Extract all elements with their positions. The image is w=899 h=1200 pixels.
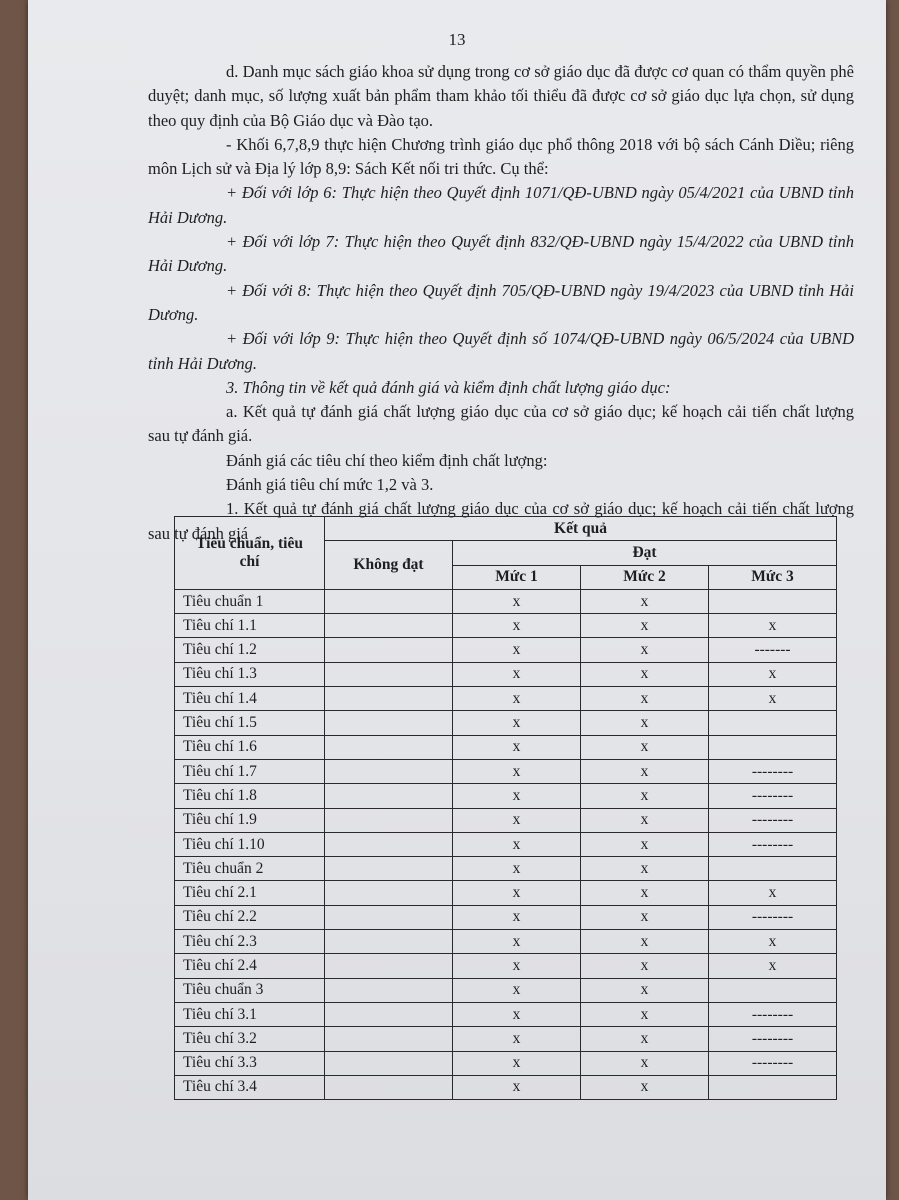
table-row xyxy=(175,735,837,759)
level-2-cell: x xyxy=(581,930,709,954)
level-2-cell: x xyxy=(581,978,709,1002)
level-3-cell xyxy=(709,711,837,735)
header-not-met: Không đạt xyxy=(325,541,453,590)
level-1-cell: x xyxy=(453,759,581,783)
paragraph: - Khối 6,7,8,9 thực hiện Chương trình giáo dục phổ thông 2018 với bộ sách Cánh Diều; riêng môn Lịch sử và Địa lý lớp 8,9: Sách Kết nối tri thức. Cụ thể: xyxy=(148,134,854,179)
paragraph: Đánh giá tiêu chí mức 1,2 và 3. xyxy=(226,475,434,495)
level-2-cell: x xyxy=(581,759,709,783)
paragraph: a. Kết quả tự đánh giá chất lượng giáo dục của cơ sở giáo dục; kế hoạch cải tiến chất lượng sau tự đánh giá. xyxy=(148,402,854,446)
header-level-3: Mức 3 xyxy=(709,565,837,589)
criterion-name-cell: Tiêu chí 1.10 xyxy=(175,832,325,856)
body-text xyxy=(148,60,854,546)
paragraph: + Đối với 8: Thực hiện theo Quyết định 705/QĐ-UBND ngày 19/4/2023 của UBND tỉnh Hải Dương. xyxy=(148,280,854,324)
not-met-cell xyxy=(325,857,453,881)
level-1-cell: x xyxy=(453,857,581,881)
criterion-name-cell: Tiêu chí 2.2 xyxy=(175,905,325,929)
table-row xyxy=(175,1027,837,1051)
not-met-cell xyxy=(325,1027,453,1051)
table-row-standard xyxy=(175,978,837,1002)
not-met-cell xyxy=(325,978,453,1002)
document-page xyxy=(28,0,886,1200)
paragraph: + Đối với lớp 7: Thực hiện theo Quyết định 832/QĐ-UBND ngày 15/4/2022 của UBND tỉnh Hải Dương. xyxy=(148,232,854,276)
criterion-name-cell: Tiêu chí 2.3 xyxy=(175,930,325,954)
header-result: Kết quả xyxy=(325,517,837,541)
level-2-cell: x xyxy=(581,808,709,832)
level-2-cell: x xyxy=(581,954,709,978)
level-1-cell: x xyxy=(453,711,581,735)
level-3-cell: x xyxy=(709,687,837,711)
table-row xyxy=(175,687,837,711)
level-2-cell: x xyxy=(581,589,709,613)
criterion-name-cell: Tiêu chí 1.5 xyxy=(175,711,325,735)
level-1-cell: x xyxy=(453,954,581,978)
table-row xyxy=(175,1075,837,1099)
not-met-cell xyxy=(325,832,453,856)
table-row xyxy=(175,881,837,905)
level-3-cell xyxy=(709,978,837,1002)
paragraph: + Đối với lớp 6: Thực hiện theo Quyết định 1071/QĐ-UBND ngày 05/4/2021 của UBND tỉnh Hải Dương. xyxy=(148,183,854,227)
criterion-name-cell: Tiêu chuẩn 3 xyxy=(175,978,325,1002)
not-met-cell xyxy=(325,808,453,832)
paragraph: d. Danh mục sách giáo khoa sử dụng trong cơ sở giáo dục đã được cơ quan có thẩm quyền phê duyệt; danh mục, số lượng xuất bản phẩm tham khảo tối thiểu đã được cơ sở giáo dục lựa chọn, sử dụng theo quy định của Bộ Giáo dục và Đào tạo. xyxy=(148,62,854,130)
criterion-name-cell: Tiêu chí 1.7 xyxy=(175,759,325,783)
page-number: 13 xyxy=(448,30,466,49)
level-3-cell: -------- xyxy=(709,784,837,808)
level-3-cell: x xyxy=(709,881,837,905)
criterion-name-cell: Tiêu chí 3.1 xyxy=(175,1002,325,1026)
level-2-cell: x xyxy=(581,832,709,856)
table-header-row xyxy=(175,517,837,541)
section-heading: 3. Thông tin về kết quả đánh giá và kiểm định chất lượng giáo dục: xyxy=(226,377,671,397)
criterion-name-cell: Tiêu chí 1.4 xyxy=(175,687,325,711)
level-1-cell: x xyxy=(453,638,581,662)
not-met-cell xyxy=(325,1075,453,1099)
level-2-cell: x xyxy=(581,662,709,686)
level-1-cell: x xyxy=(453,905,581,929)
level-2-cell: x xyxy=(581,687,709,711)
table-row xyxy=(175,614,837,638)
level-3-cell: x xyxy=(709,930,837,954)
table-row xyxy=(175,832,837,856)
criterion-name-cell: Tiêu chí 2.4 xyxy=(175,954,325,978)
level-3-cell xyxy=(709,857,837,881)
level-3-cell xyxy=(709,1075,837,1099)
level-3-cell: -------- xyxy=(709,759,837,783)
criterion-name-cell: Tiêu chuẩn 2 xyxy=(175,857,325,881)
table-body xyxy=(175,589,837,1099)
criterion-name-cell: Tiêu chí 1.9 xyxy=(175,808,325,832)
level-1-cell: x xyxy=(453,1075,581,1099)
level-2-cell: x xyxy=(581,881,709,905)
level-1-cell: x xyxy=(453,589,581,613)
level-2-cell: x xyxy=(581,1051,709,1075)
level-3-cell: -------- xyxy=(709,808,837,832)
paragraph: 1. Kết quả tự đánh giá chất lượng giáo dục của cơ sở giáo dục; kế hoạch cải tiến chất lượng sau tự đánh giá xyxy=(148,499,854,543)
criterion-name-cell: Tiêu chí 1.2 xyxy=(175,638,325,662)
table-row xyxy=(175,759,837,783)
table-row xyxy=(175,638,837,662)
level-3-cell: -------- xyxy=(709,1027,837,1051)
level-1-cell: x xyxy=(453,930,581,954)
not-met-cell xyxy=(325,662,453,686)
criterion-name-cell: Tiêu chí 2.1 xyxy=(175,881,325,905)
paragraph: + Đối với lớp 9: Thực hiện theo Quyết định số 1074/QĐ-UBND ngày 06/5/2024 của UBND tỉnh Hải Dương. xyxy=(148,329,854,373)
level-1-cell: x xyxy=(453,1027,581,1051)
criterion-name-cell: Tiêu chí 3.4 xyxy=(175,1075,325,1099)
criterion-name-cell: Tiêu chí 1.3 xyxy=(175,662,325,686)
level-2-cell: x xyxy=(581,1027,709,1051)
not-met-cell xyxy=(325,759,453,783)
header-level-2: Mức 2 xyxy=(581,565,709,589)
not-met-cell xyxy=(325,735,453,759)
criterion-name-cell: Tiêu chí 3.3 xyxy=(175,1051,325,1075)
not-met-cell xyxy=(325,1051,453,1075)
level-1-cell: x xyxy=(453,881,581,905)
criterion-name-cell: Tiêu chí 1.1 xyxy=(175,614,325,638)
level-2-cell: x xyxy=(581,735,709,759)
criterion-name-cell: Tiêu chuẩn 1 xyxy=(175,589,325,613)
table-row xyxy=(175,1002,837,1026)
table-row-standard xyxy=(175,589,837,613)
not-met-cell xyxy=(325,687,453,711)
results-table xyxy=(174,516,837,1100)
level-1-cell: x xyxy=(453,735,581,759)
level-1-cell: x xyxy=(453,832,581,856)
table-row xyxy=(175,954,837,978)
criterion-name-cell: Tiêu chí 1.8 xyxy=(175,784,325,808)
level-1-cell: x xyxy=(453,662,581,686)
level-1-cell: x xyxy=(453,1002,581,1026)
not-met-cell xyxy=(325,930,453,954)
level-1-cell: x xyxy=(453,808,581,832)
table-row xyxy=(175,905,837,929)
header-met: Đạt xyxy=(453,541,837,565)
not-met-cell xyxy=(325,589,453,613)
header-criteria: Tiêu chuẩn, tiêu chí xyxy=(175,517,325,590)
level-3-cell xyxy=(709,589,837,613)
not-met-cell xyxy=(325,881,453,905)
not-met-cell xyxy=(325,1002,453,1026)
not-met-cell xyxy=(325,711,453,735)
table-row xyxy=(175,930,837,954)
level-1-cell: x xyxy=(453,614,581,638)
level-2-cell: x xyxy=(581,1002,709,1026)
level-2-cell: x xyxy=(581,711,709,735)
level-3-cell: x xyxy=(709,662,837,686)
level-2-cell: x xyxy=(581,1075,709,1099)
level-3-cell: -------- xyxy=(709,1051,837,1075)
level-2-cell: x xyxy=(581,905,709,929)
level-2-cell: x xyxy=(581,857,709,881)
level-2-cell: x xyxy=(581,638,709,662)
level-1-cell: x xyxy=(453,1051,581,1075)
level-1-cell: x xyxy=(453,687,581,711)
not-met-cell xyxy=(325,614,453,638)
table-row xyxy=(175,784,837,808)
table-row xyxy=(175,1051,837,1075)
header-level-1: Mức 1 xyxy=(453,565,581,589)
level-1-cell: x xyxy=(453,978,581,1002)
level-2-cell: x xyxy=(581,784,709,808)
level-3-cell: ------- xyxy=(709,638,837,662)
not-met-cell xyxy=(325,784,453,808)
criterion-name-cell: Tiêu chí 3.2 xyxy=(175,1027,325,1051)
level-3-cell: -------- xyxy=(709,1002,837,1026)
criterion-name-cell: Tiêu chí 1.6 xyxy=(175,735,325,759)
level-3-cell: -------- xyxy=(709,832,837,856)
level-3-cell: x xyxy=(709,614,837,638)
table-row xyxy=(175,808,837,832)
level-3-cell xyxy=(709,735,837,759)
table-row xyxy=(175,711,837,735)
level-2-cell: x xyxy=(581,614,709,638)
not-met-cell xyxy=(325,905,453,929)
level-1-cell: x xyxy=(453,784,581,808)
paragraph: Đánh giá các tiêu chí theo kiểm định chất lượng: xyxy=(226,450,548,470)
not-met-cell xyxy=(325,638,453,662)
level-3-cell: -------- xyxy=(709,905,837,929)
not-met-cell xyxy=(325,954,453,978)
table-row-standard xyxy=(175,857,837,881)
table-row xyxy=(175,662,837,686)
level-3-cell: x xyxy=(709,954,837,978)
